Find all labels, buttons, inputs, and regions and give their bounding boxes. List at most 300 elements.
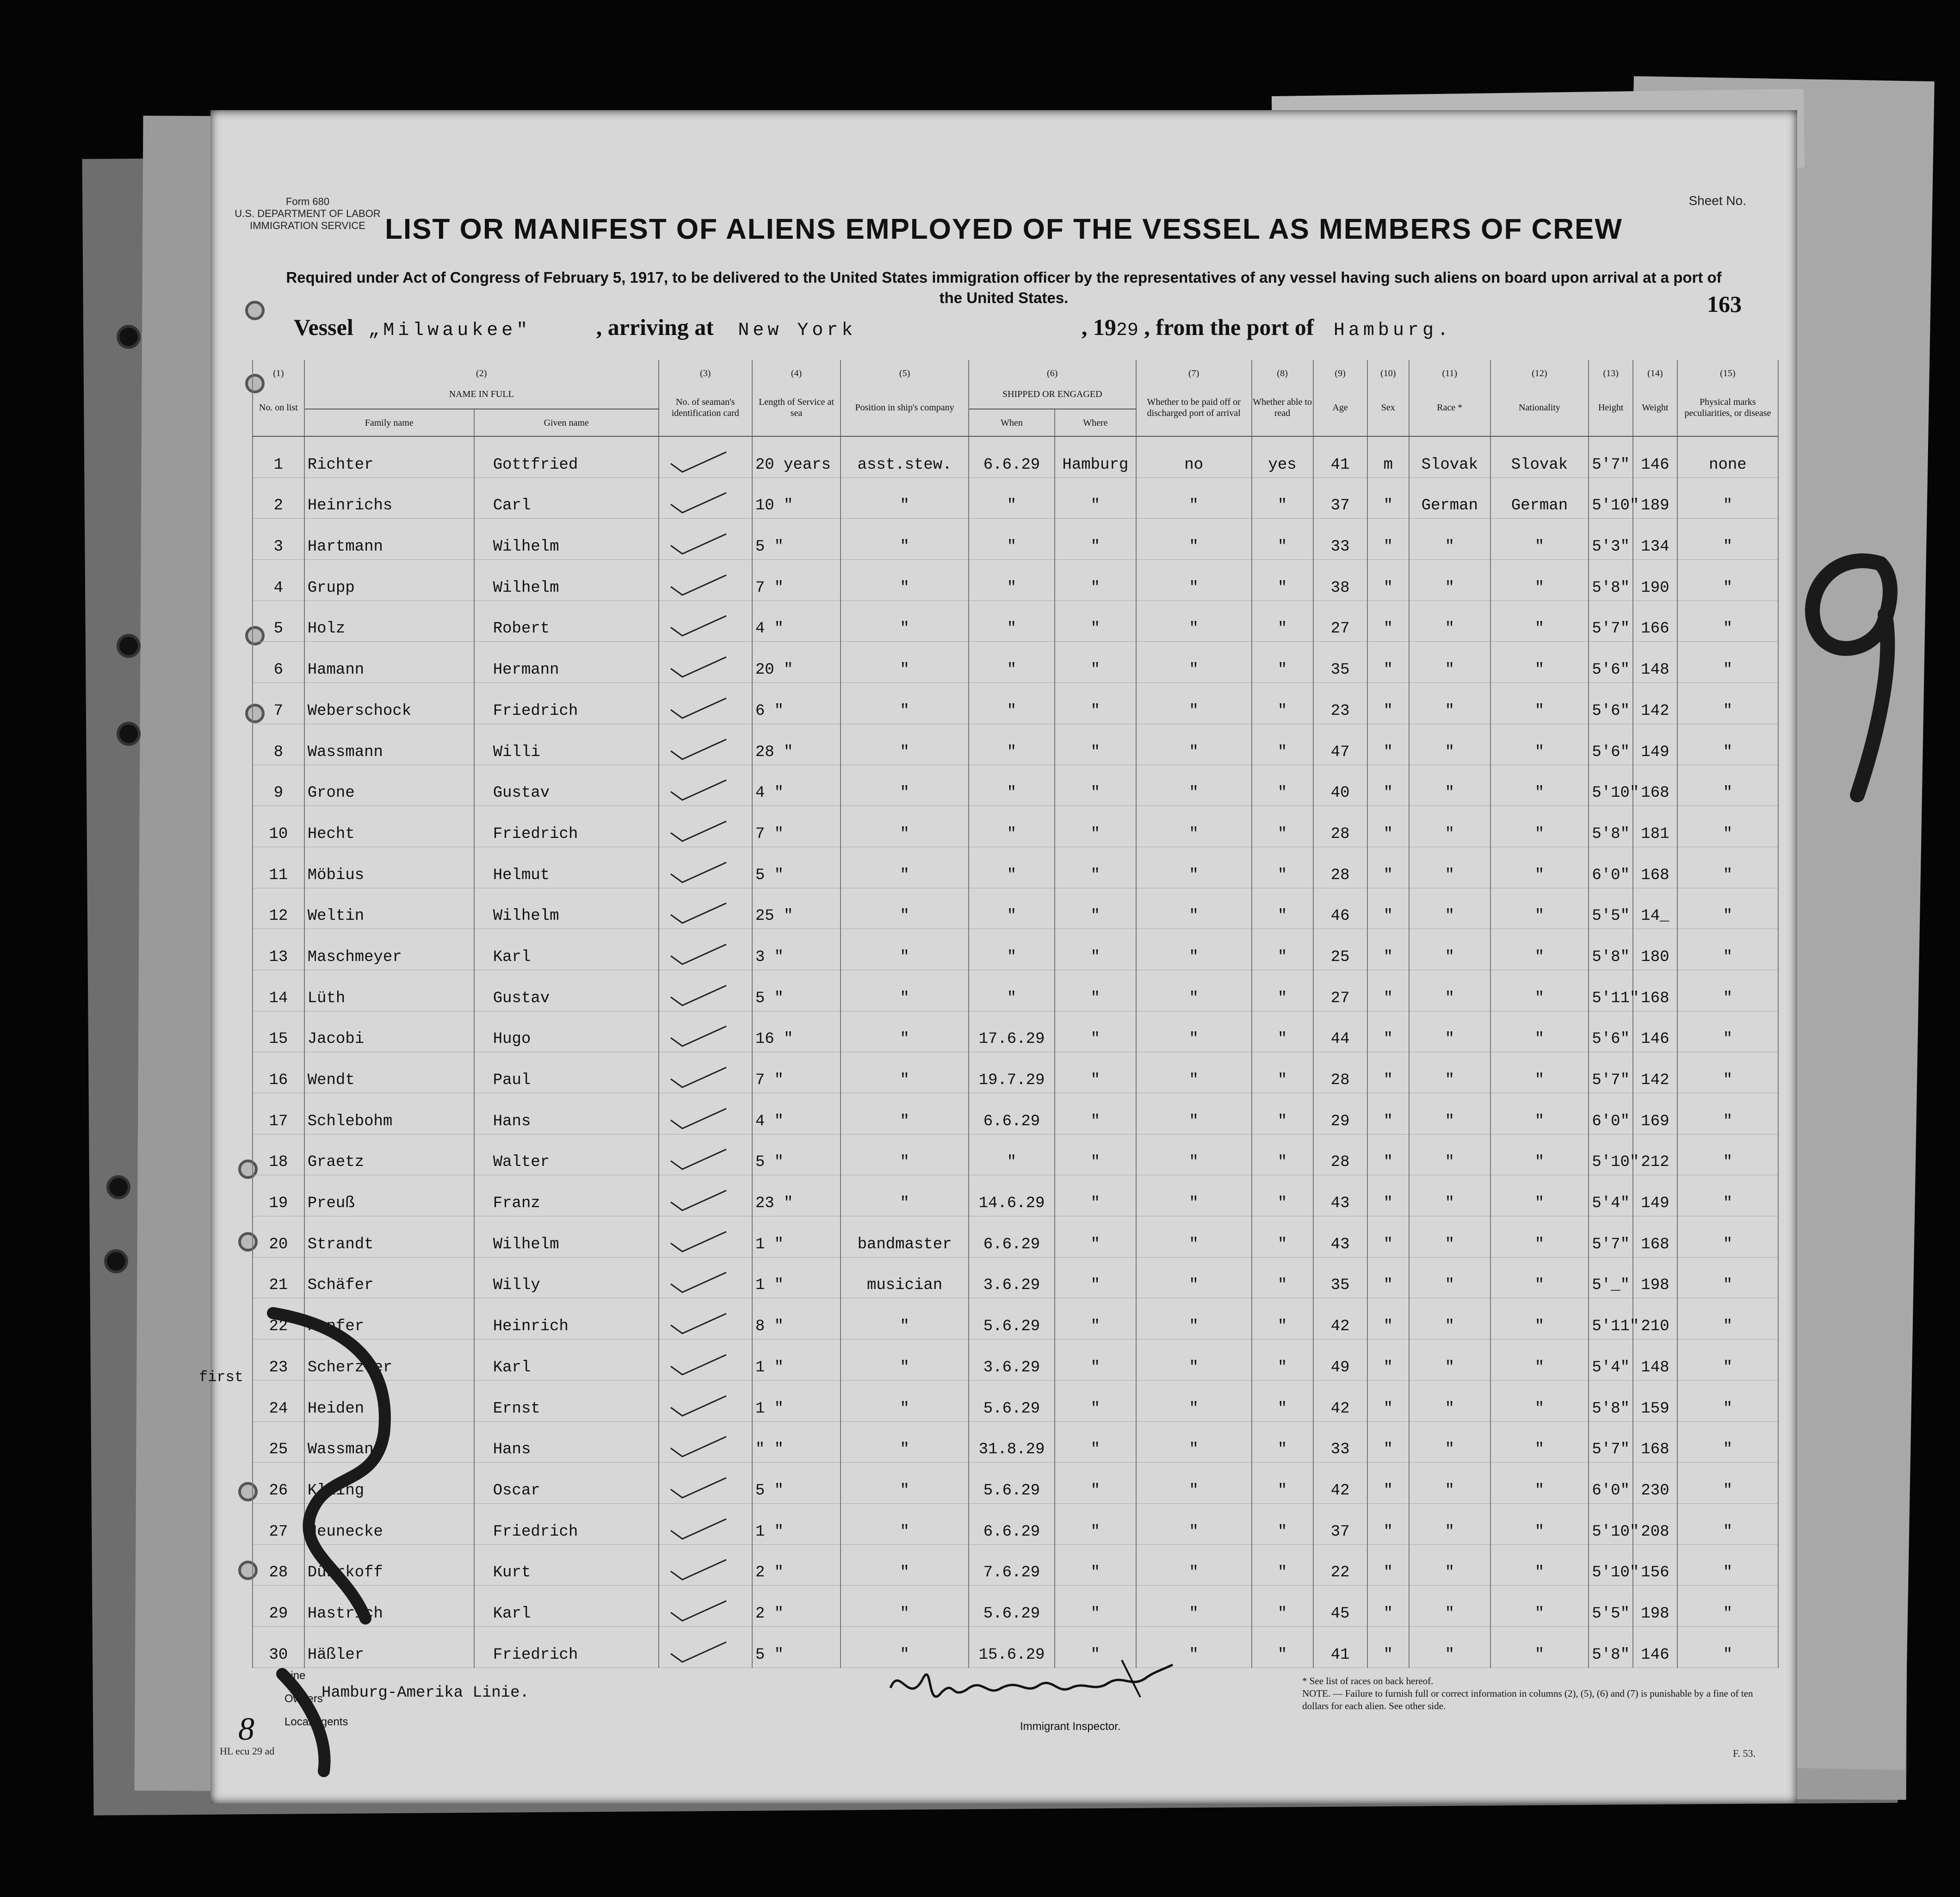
checkmark-icon (668, 1352, 729, 1376)
pencil-nine-mark (1774, 545, 1931, 804)
shipped-when: " (969, 888, 1055, 929)
table-row (253, 970, 1778, 1011)
stamp-number: 163 (1707, 291, 1742, 317)
header-given-name: Given name (474, 409, 659, 436)
paid-off: " (1136, 1339, 1252, 1381)
shipped-where: " (1055, 970, 1136, 1011)
weight: 148 (1633, 1339, 1677, 1381)
age: 33 (1313, 1421, 1367, 1463)
shipped-when: " (969, 765, 1055, 806)
age: 47 (1313, 724, 1367, 765)
row-number: 7 (253, 683, 304, 724)
given-name: Gustav (474, 970, 659, 1011)
given-name: Hugo (474, 1011, 659, 1052)
shipped-where: " (1055, 477, 1136, 519)
from-port-label: , from the port of (1144, 314, 1314, 340)
checkmark-icon (668, 696, 729, 719)
race-footnote: * See list of races on back hereof. (1302, 1675, 1434, 1686)
able-to-read: " (1252, 929, 1313, 970)
service-length: 7 " (752, 1052, 841, 1093)
row-number: 22 (253, 1298, 304, 1339)
height: 5'10" (1589, 1134, 1633, 1175)
row-number: 1 (253, 436, 304, 477)
family-name: Maschmeyer (304, 929, 474, 970)
id-card-check (659, 601, 752, 642)
col-num: (4) (752, 360, 841, 379)
service-length: 4 " (752, 765, 841, 806)
shipped-when: 31.8.29 (969, 1421, 1055, 1463)
weight: 230 (1633, 1463, 1677, 1504)
row-number: 16 (253, 1052, 304, 1093)
physical-marks: " (1677, 1093, 1778, 1134)
age: 28 (1313, 1052, 1367, 1093)
weight: 166 (1633, 601, 1677, 642)
family-name: Grone (304, 765, 474, 806)
checkmark-icon (668, 573, 729, 596)
given-name: Hans (474, 1093, 659, 1134)
height: 6'0" (1589, 847, 1633, 888)
header-sex: Sex (1367, 379, 1409, 436)
given-name: Wilhelm (474, 519, 659, 560)
shipped-where: " (1055, 1011, 1136, 1052)
race: " (1409, 888, 1490, 929)
col-num: (9) (1313, 360, 1367, 379)
header-where: Where (1055, 409, 1136, 436)
race: " (1409, 1011, 1490, 1052)
age: 41 (1313, 1626, 1367, 1668)
paid-off: " (1136, 642, 1252, 683)
position: " (841, 724, 969, 765)
family-name: Scherzler (304, 1339, 474, 1381)
table-row (253, 1298, 1778, 1339)
sex: " (1367, 683, 1409, 724)
checkmark-icon (668, 819, 729, 842)
shipped-when: " (969, 519, 1055, 560)
service-length: " " (752, 1421, 841, 1463)
header-nationality: Nationality (1490, 379, 1589, 436)
service-length: 5 " (752, 970, 841, 1011)
race: " (1409, 1216, 1490, 1258)
col-num: (7) (1136, 360, 1252, 379)
table-row (253, 560, 1778, 601)
row-number: 25 (253, 1421, 304, 1463)
arrival-year: 29 (1116, 320, 1138, 341)
family-name: Holz (304, 601, 474, 642)
table-row (253, 1093, 1778, 1134)
race: " (1409, 806, 1490, 847)
shipped-where: " (1055, 806, 1136, 847)
given-name: Karl (474, 929, 659, 970)
column-number-row (253, 360, 1778, 379)
checkmark-icon (668, 901, 729, 924)
nationality: " (1490, 642, 1589, 683)
race: Slovak (1409, 436, 1490, 477)
row-number: 6 (253, 642, 304, 683)
physical-marks: " (1677, 1463, 1778, 1504)
able-to-read: " (1252, 601, 1313, 642)
vessel-name: „Milwaukee" (368, 320, 532, 341)
physical-marks: " (1677, 888, 1778, 929)
column-header-row (253, 379, 1778, 409)
id-card-check (659, 1175, 752, 1216)
checkmark-icon (668, 860, 729, 883)
physical-marks: " (1677, 1052, 1778, 1093)
table-row (253, 1339, 1778, 1381)
checkmark-icon (668, 942, 729, 965)
shipped-where: " (1055, 724, 1136, 765)
id-card-check (659, 970, 752, 1011)
physical-marks: " (1677, 1216, 1778, 1258)
physical-marks: " (1677, 970, 1778, 1011)
age: 46 (1313, 888, 1367, 929)
nationality: " (1490, 1380, 1589, 1421)
table-row (253, 1544, 1778, 1586)
family-name: Hamann (304, 642, 474, 683)
family-name: Heiden (304, 1380, 474, 1421)
race: " (1409, 1586, 1490, 1627)
paid-off: " (1136, 888, 1252, 929)
col-num: (2) (304, 360, 659, 379)
height: 5'5" (1589, 888, 1633, 929)
punch-hole (117, 634, 141, 658)
sex: " (1367, 560, 1409, 601)
height: 5'8" (1589, 1626, 1633, 1668)
able-to-read: " (1252, 806, 1313, 847)
height: 6'0" (1589, 1093, 1633, 1134)
row-number: 5 (253, 601, 304, 642)
able-to-read: " (1252, 970, 1313, 1011)
service-length: 20 years (752, 436, 841, 477)
form-number: F. 53. (1733, 1748, 1756, 1759)
service-length: 20 " (752, 642, 841, 683)
col-num: (10) (1367, 360, 1409, 379)
weight: 180 (1633, 929, 1677, 970)
service-length: 6 " (752, 683, 841, 724)
position: " (841, 1011, 969, 1052)
position: " (841, 1503, 969, 1544)
given-name: Wilhelm (474, 1216, 659, 1258)
table-row (253, 1257, 1778, 1298)
shipped-where: " (1055, 888, 1136, 929)
shipped-when: " (969, 560, 1055, 601)
family-name: Klaing (304, 1463, 474, 1504)
physical-marks: " (1677, 1134, 1778, 1175)
height: 5'5" (1589, 1586, 1633, 1627)
service-length: 4 " (752, 601, 841, 642)
family-name: Grupp (304, 560, 474, 601)
weight: 198 (1633, 1257, 1677, 1298)
weight: 212 (1633, 1134, 1677, 1175)
row-number: 11 (253, 847, 304, 888)
physical-marks: " (1677, 601, 1778, 642)
nationality: " (1490, 1216, 1589, 1258)
weight: 148 (1633, 642, 1677, 683)
shipped-where: " (1055, 1093, 1136, 1134)
sex: " (1367, 601, 1409, 642)
service-length: 10 " (752, 477, 841, 519)
col-num: (1) (253, 360, 304, 379)
able-to-read: " (1252, 1339, 1313, 1381)
table-row (253, 888, 1778, 929)
checkmark-icon (668, 1599, 729, 1622)
age: 29 (1313, 1093, 1367, 1134)
form-id: Form 680 U.S. DEPARTMENT OF LABOR IMMIGRATION SERVICE (235, 196, 381, 231)
given-name: Gottfried (474, 436, 659, 477)
nationality: " (1490, 1134, 1589, 1175)
family-name: Schlebohm (304, 1093, 474, 1134)
col-num: (11) (1409, 360, 1490, 379)
service-length: 1 " (752, 1257, 841, 1298)
page-title: LIST OR MANIFEST OF ALIENS EMPLOYED OF THE VESSEL AS MEMBERS OF CREW (385, 213, 1623, 245)
given-name: Friedrich (474, 1626, 659, 1668)
family-name: Dührkoff (304, 1544, 474, 1586)
weight: 198 (1633, 1586, 1677, 1627)
table-row (253, 765, 1778, 806)
position: musician (841, 1257, 969, 1298)
shipped-where: " (1055, 1134, 1136, 1175)
age: 28 (1313, 1134, 1367, 1175)
family-name: Heinrichs (304, 477, 474, 519)
id-card-check (659, 519, 752, 560)
family-name: Hartmann (304, 519, 474, 560)
given-name: Helmut (474, 847, 659, 888)
sex: " (1367, 477, 1409, 519)
race: German (1409, 477, 1490, 519)
shipped-when: " (969, 806, 1055, 847)
given-name: Wilhelm (474, 888, 659, 929)
service-length: 1 " (752, 1216, 841, 1258)
weight: 169 (1633, 1093, 1677, 1134)
given-name: Carl (474, 477, 659, 519)
id-card-check (659, 1503, 752, 1544)
able-to-read: " (1252, 1380, 1313, 1421)
checkmark-icon (668, 1106, 729, 1129)
height: 5'6" (1589, 1011, 1633, 1052)
height: 5'6" (1589, 683, 1633, 724)
able-to-read: " (1252, 765, 1313, 806)
weight: 146 (1633, 1011, 1677, 1052)
paid-off: " (1136, 1503, 1252, 1544)
checkmark-icon (668, 1640, 729, 1663)
family-name: Heunecke (304, 1503, 474, 1544)
sex: " (1367, 1380, 1409, 1421)
age: 42 (1313, 1298, 1367, 1339)
year-label: , 19 (1081, 314, 1116, 340)
table-row (253, 724, 1778, 765)
able-to-read: " (1252, 642, 1313, 683)
able-to-read: " (1252, 1134, 1313, 1175)
position: " (841, 683, 969, 724)
race: " (1409, 1463, 1490, 1504)
id-card-check (659, 765, 752, 806)
service-length: 5 " (752, 519, 841, 560)
sex: " (1367, 929, 1409, 970)
height: 5'11" (1589, 1298, 1633, 1339)
table-row (253, 847, 1778, 888)
race: " (1409, 847, 1490, 888)
id-card-check (659, 1298, 752, 1339)
given-name: Wilhelm (474, 560, 659, 601)
id-card-check (659, 847, 752, 888)
service-length: 7 " (752, 560, 841, 601)
paid-off: " (1136, 601, 1252, 642)
physical-marks: none (1677, 436, 1778, 477)
shipped-when: 6.6.29 (969, 1503, 1055, 1544)
nationality: German (1490, 477, 1589, 519)
paid-off: " (1136, 1257, 1252, 1298)
checkmark-icon (668, 655, 729, 678)
nationality: " (1490, 683, 1589, 724)
nationality: " (1490, 1298, 1589, 1339)
able-to-read: " (1252, 1586, 1313, 1627)
shipped-where: " (1055, 642, 1136, 683)
family-name: Wassmann (304, 1421, 474, 1463)
weight: 149 (1633, 724, 1677, 765)
id-card-check (659, 1257, 752, 1298)
id-card-check (659, 560, 752, 601)
given-name: Hans (474, 1421, 659, 1463)
weight: 142 (1633, 683, 1677, 724)
shipped-where: " (1055, 1463, 1136, 1504)
shipped-when: " (969, 683, 1055, 724)
position: " (841, 1421, 969, 1463)
shipped-where: " (1055, 1503, 1136, 1544)
pencil-scrawl (254, 1295, 421, 1780)
shipped-where: " (1055, 519, 1136, 560)
given-name: Friedrich (474, 683, 659, 724)
sex: " (1367, 1544, 1409, 1586)
row-number: 28 (253, 1544, 304, 1586)
table-row (253, 929, 1778, 970)
punch-hole (117, 325, 141, 349)
family-name: Wassmann (304, 724, 474, 765)
given-name: Karl (474, 1339, 659, 1381)
given-name: Ernst (474, 1380, 659, 1421)
physical-marks: " (1677, 477, 1778, 519)
shipped-where: " (1055, 683, 1136, 724)
owners-label: Owners (284, 1692, 323, 1705)
position: " (841, 477, 969, 519)
shipped-when: 17.6.29 (969, 1011, 1055, 1052)
paid-off: " (1136, 1544, 1252, 1586)
paid-off: " (1136, 1052, 1252, 1093)
shipped-where: " (1055, 1586, 1136, 1627)
nationality: " (1490, 929, 1589, 970)
owners-value: Hamburg-Amerika Linie. (322, 1684, 529, 1702)
shipped-where: " (1055, 1257, 1136, 1298)
checkmark-icon (668, 532, 729, 555)
page-subtitle: Required under Act of Congress of February 5, 1917, to be delivered to the United States immigration officer by the representatives of any vessel having such aliens on board upon arrival at a port of the United States. (286, 269, 1722, 306)
shipped-when: 7.6.29 (969, 1544, 1055, 1586)
col-num: (5) (841, 360, 969, 379)
header-paid-off: Whether to be paid off or discharged port of arrival (1136, 379, 1252, 436)
checkmark-icon (668, 1557, 729, 1581)
shipped-when: 6.6.29 (969, 1093, 1055, 1134)
height: 5'4" (1589, 1175, 1633, 1216)
family-name: Graetz (304, 1134, 474, 1175)
shipped-when: 3.6.29 (969, 1339, 1055, 1381)
family-name: Möbius (304, 847, 474, 888)
race: " (1409, 1380, 1490, 1421)
sex: " (1367, 1134, 1409, 1175)
sex: " (1367, 1011, 1409, 1052)
paid-off: " (1136, 1134, 1252, 1175)
sex: " (1367, 1339, 1409, 1381)
able-to-read: " (1252, 888, 1313, 929)
header-length-service: Length of Service at sea (752, 379, 841, 436)
physical-marks: " (1677, 806, 1778, 847)
shipped-where: " (1055, 1216, 1136, 1258)
row-number: 15 (253, 1011, 304, 1052)
checkmark-icon (668, 1394, 729, 1417)
nationality: " (1490, 1544, 1589, 1586)
row-number: 8 (253, 724, 304, 765)
race: " (1409, 1339, 1490, 1381)
paid-off: " (1136, 1216, 1252, 1258)
able-to-read: " (1252, 724, 1313, 765)
physical-marks: " (1677, 1421, 1778, 1463)
height: 5'10" (1589, 1503, 1633, 1544)
sex: " (1367, 724, 1409, 765)
able-to-read: " (1252, 477, 1313, 519)
race: " (1409, 929, 1490, 970)
row-number: 18 (253, 1134, 304, 1175)
physical-marks: " (1677, 642, 1778, 683)
col-num: (6) (969, 360, 1136, 379)
row-number: 3 (253, 519, 304, 560)
height: 5'8" (1589, 929, 1633, 970)
physical-marks: " (1677, 683, 1778, 724)
checkmark-icon (668, 1229, 729, 1252)
nationality: " (1490, 888, 1589, 929)
table-row (253, 1052, 1778, 1093)
paid-off: " (1136, 560, 1252, 601)
sex: " (1367, 1463, 1409, 1504)
checkmark-icon (668, 1147, 729, 1170)
row-number: 20 (253, 1216, 304, 1258)
paid-off: " (1136, 724, 1252, 765)
col-num: (8) (1252, 360, 1313, 379)
row-number: 2 (253, 477, 304, 519)
race: " (1409, 1298, 1490, 1339)
nationality: " (1490, 847, 1589, 888)
family-name: Weltin (304, 888, 474, 929)
age: 45 (1313, 1586, 1367, 1627)
given-name: Franz (474, 1175, 659, 1216)
given-name: Heinrich (474, 1298, 659, 1339)
shipped-when: 3.6.29 (969, 1257, 1055, 1298)
race: " (1409, 970, 1490, 1011)
weight: 168 (1633, 765, 1677, 806)
row-number: 17 (253, 1093, 304, 1134)
id-card-check (659, 683, 752, 724)
position: " (841, 1544, 969, 1586)
id-card-check (659, 1052, 752, 1093)
weight: 168 (1633, 970, 1677, 1011)
able-to-read: " (1252, 1298, 1313, 1339)
table-row (253, 436, 1778, 477)
height: 5'8" (1589, 806, 1633, 847)
family-name: Richter (304, 436, 474, 477)
able-to-read: " (1252, 1257, 1313, 1298)
family-name: Schäfer (304, 1257, 474, 1298)
header-id-card: No. of seaman's identification card (659, 379, 752, 436)
checkmark-icon (668, 1188, 729, 1211)
sex: " (1367, 1175, 1409, 1216)
shipped-where: Hamburg (1055, 436, 1136, 477)
inspector-signature (881, 1651, 1182, 1720)
nationality: " (1490, 806, 1589, 847)
